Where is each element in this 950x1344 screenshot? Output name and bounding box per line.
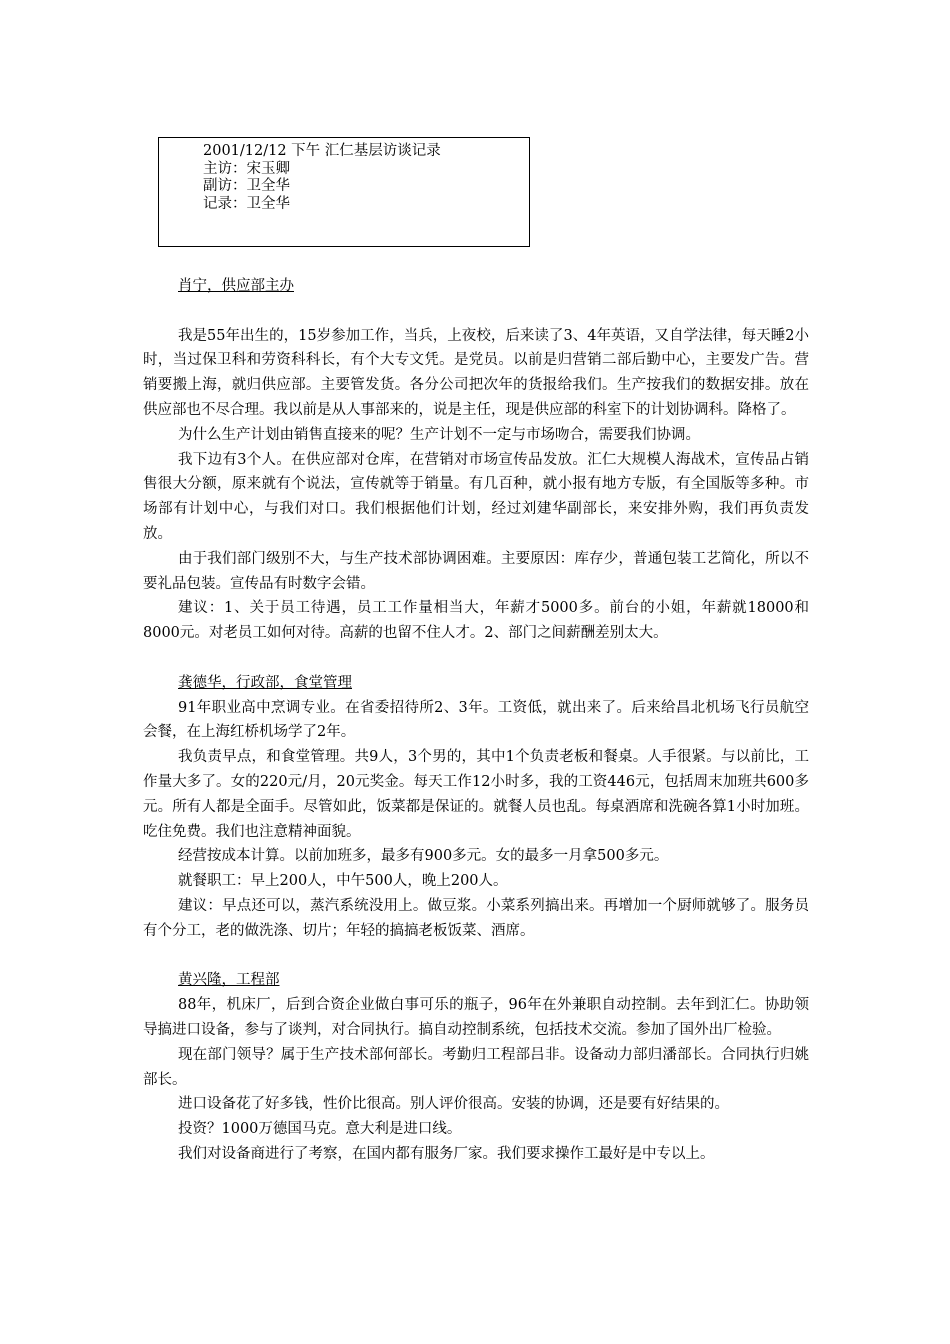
header-box bbox=[158, 137, 530, 247]
paragraph: 就餐职工：早上200人，中午500人，晚上200人。 bbox=[178, 873, 508, 890]
paragraph: 由于我们部门级别不大，与生产技术部协调困难。主要原因：库存少，普通包装工艺简化，所以不要礼品包装。宣传品有时数字会错。 bbox=[143, 550, 809, 592]
paragraph: 我下边有3个人。在供应部对仓库，在营销对市场宣传品发放。汇仁大规模人海战术，宣传品占销售很大分额，原来就有个说法，宣传就等于销量。有几百种，就小报有地方专版，有全国版等多种。市场部有计划中心，与我们对口。我们根据他们计划，经过刘建华副部长，来安排外购，我们再负责发放。 bbox=[143, 451, 809, 542]
paragraph: 进口设备花了好多钱，性价比很高。别人评价很高。安装的协调，还是要有好结果的。 bbox=[178, 1096, 729, 1113]
paragraph: 投资？1000万德国马克。意大利是进口线。 bbox=[178, 1121, 462, 1138]
interviewer-line: 主访：宋玉卿 bbox=[203, 160, 290, 177]
blank-line bbox=[143, 944, 809, 969]
paragraph: 88年，机床厂，后到合资企业做白事可乐的瓶子，96年在外兼职自动控制。去年到汇仁。协助领导搞进口设备，参与了谈判，对合同执行。搞自动控制系统，包括技术交流。参加了国外出厂检验。 bbox=[143, 997, 809, 1038]
blank-line bbox=[143, 646, 809, 671]
paragraph: 91年职业高中烹调专业。在省委招待所2、3年。工资低，就出来了。后来给昌北机场飞行员航空会餐，在上海红桥机场学了2年。 bbox=[143, 699, 809, 741]
blank-line bbox=[143, 299, 809, 324]
paragraph: 建议：早点还可以，蒸汽系统没用上。做豆浆。小菜系列搞出来。再增加一个厨师就够了。服务员有个分工，老的做洗涤、切片；年轻的搞搞老板饭菜、酒席。 bbox=[143, 897, 809, 939]
paragraph: 我是55年出生的，15岁参加工作，当兵，上夜校，后来读了3、4年英语，又自学法律，每天睡2小时，当过保卫科和劳资科科长，有个大专文凭。是党员。以前是归营销二部后勤中心，主要发广告。营销要搬上海，就归供应部。主要管发货。各分公司把次年的货报给我们。生产按我们的数据安排。放在供应部也不尽合理。我以前是从人事部来的，说是主任，现是供应部的科室下的计划协调科。降格了。 bbox=[143, 327, 809, 418]
paragraph: 建议：1、关于员工待遇，员工工作量相当大，年薪才5000多。前台的小姐，年薪就18000和8000元。对老员工如何对待。高薪的也留不住人才。2、部门之间薪酬差别太大。 bbox=[143, 600, 809, 642]
section-heading: 龚德华，行政部，食堂管理 bbox=[178, 674, 352, 691]
paragraph: 现在部门领导？属于生产技术部何部长。考勤归工程部吕非。设备动力部归潘部长。合同执行归姚部长。 bbox=[143, 1046, 809, 1088]
paragraph: 经营按成本计算。以前加班多，最多有900多元。女的最多一月拿500多元。 bbox=[178, 848, 669, 865]
recorder-line: 记录：卫全华 bbox=[203, 195, 290, 212]
record-title: 2001/12/12 下午 汇仁基层访谈记录 bbox=[203, 143, 441, 159]
paragraph: 为什么生产计划由销售直接来的呢？生产计划不一定与市场吻合，需要我们协调。 bbox=[178, 426, 700, 443]
section-heading: 黄兴隆，工程部 bbox=[178, 972, 280, 989]
document-body bbox=[143, 274, 809, 1167]
assistant-line: 副访：卫全华 bbox=[203, 178, 290, 194]
paragraph: 我们对设备商进行了考察，在国内都有服务厂家。我们要求操作工最好是中专以上。 bbox=[178, 1145, 715, 1162]
paragraph: 我负责早点，和食堂管理。共9人，3个男的，其中1个负责老板和餐桌。人手很紧。与以前比，工作量大多了。女的220元/月，20元奖金。每天工作12小时多，我的工资446元，包括周末加班共600多元。所有人都是全面手。尽管如此，饭菜都是保证的。就餐人员也乱。每桌酒席和洗碗各算1小时加班。吃住免费。我们也注意精神面貌。 bbox=[143, 749, 809, 840]
section-heading: 肖宁，供应部主办 bbox=[178, 278, 294, 294]
header-lines bbox=[203, 143, 441, 213]
